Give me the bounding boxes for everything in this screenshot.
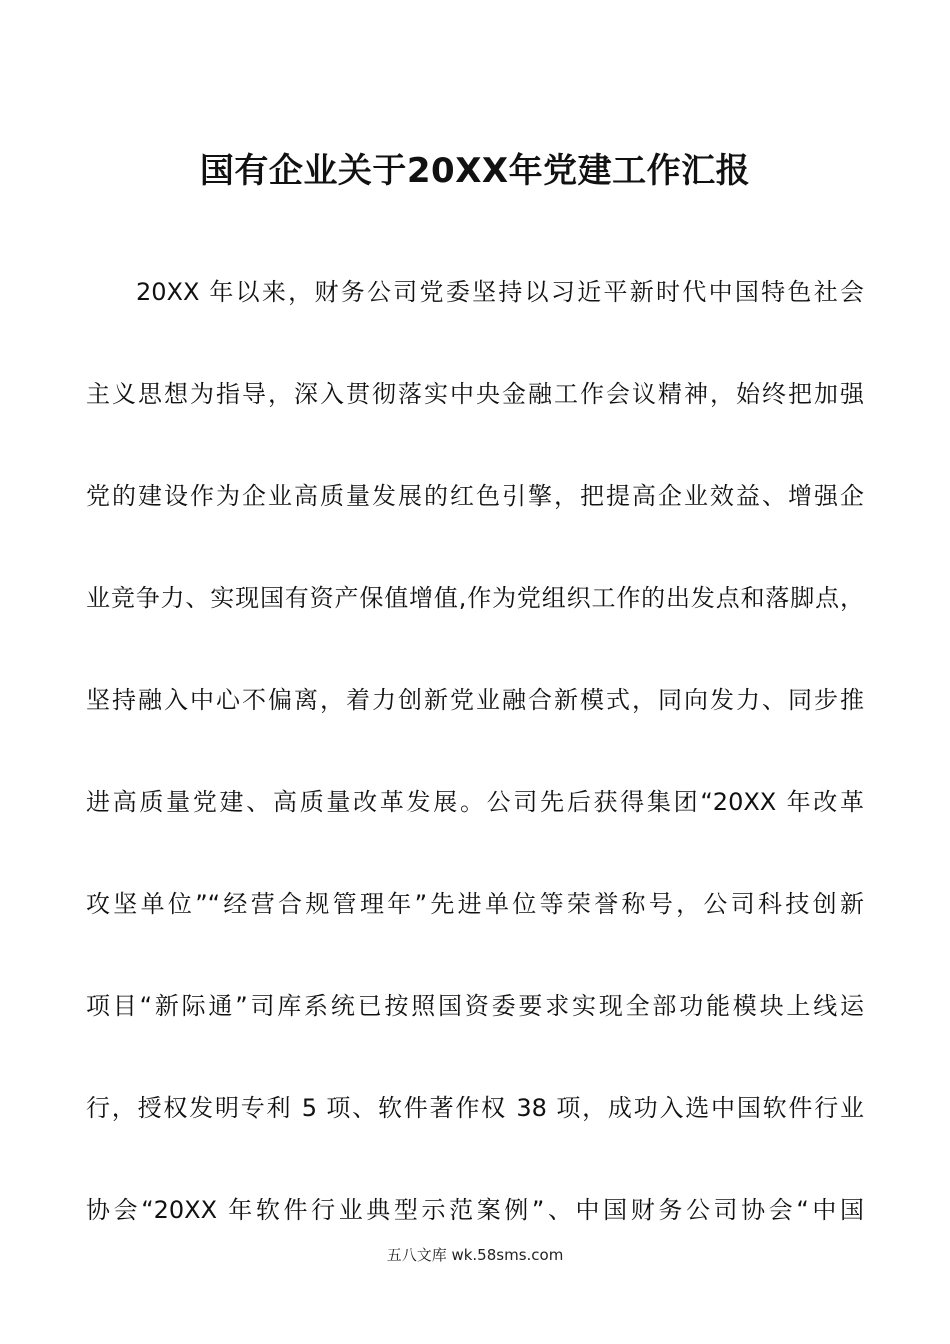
- paragraph-line: 党的建设作为企业高质量发展的红色引擎，把提高企业效益、增强企: [86, 482, 864, 510]
- paragraph-line: 坚持融入中心不偏离，着力创新党业融合新模式，同向发力、同步推: [86, 686, 864, 714]
- document-title: 国有企业关于20XX年党建工作汇报: [199, 151, 751, 191]
- paragraph-line: 行，授权发明专利 5 项、软件著作权 38 项，成功入选中国软件行业: [86, 1094, 864, 1122]
- paragraph-line: 项目“新际通”司库系统已按照国资委要求实现全部功能模块上线运: [86, 992, 864, 1020]
- paragraph-line: 攻坚单位”“经营合规管理年”先进单位等荣誉称号，公司科技创新: [86, 890, 864, 918]
- paragraph-line: 20XX 年以来，财务公司党委坚持以习近平新时代中国特色社会: [136, 278, 864, 306]
- paragraph-line: 进高质量党建、高质量改革发展。公司先后获得集团“20XX 年改革: [86, 788, 864, 816]
- document-body: [86, 266, 864, 1286]
- footer-watermark: 五八文库 wk.58sms.com: [386, 1246, 564, 1264]
- paragraph-line: 主义思想为指导，深入贯彻落实中央金融工作会议精神，始终把加强: [86, 380, 864, 408]
- paragraph-line: 协会“20XX 年软件行业典型示范案例”、中国财务公司协会“中国: [86, 1196, 864, 1224]
- paragraph-line: 业竞争力、实现国有资产保值增值,作为党组织工作的出发点和落脚点，: [86, 584, 864, 612]
